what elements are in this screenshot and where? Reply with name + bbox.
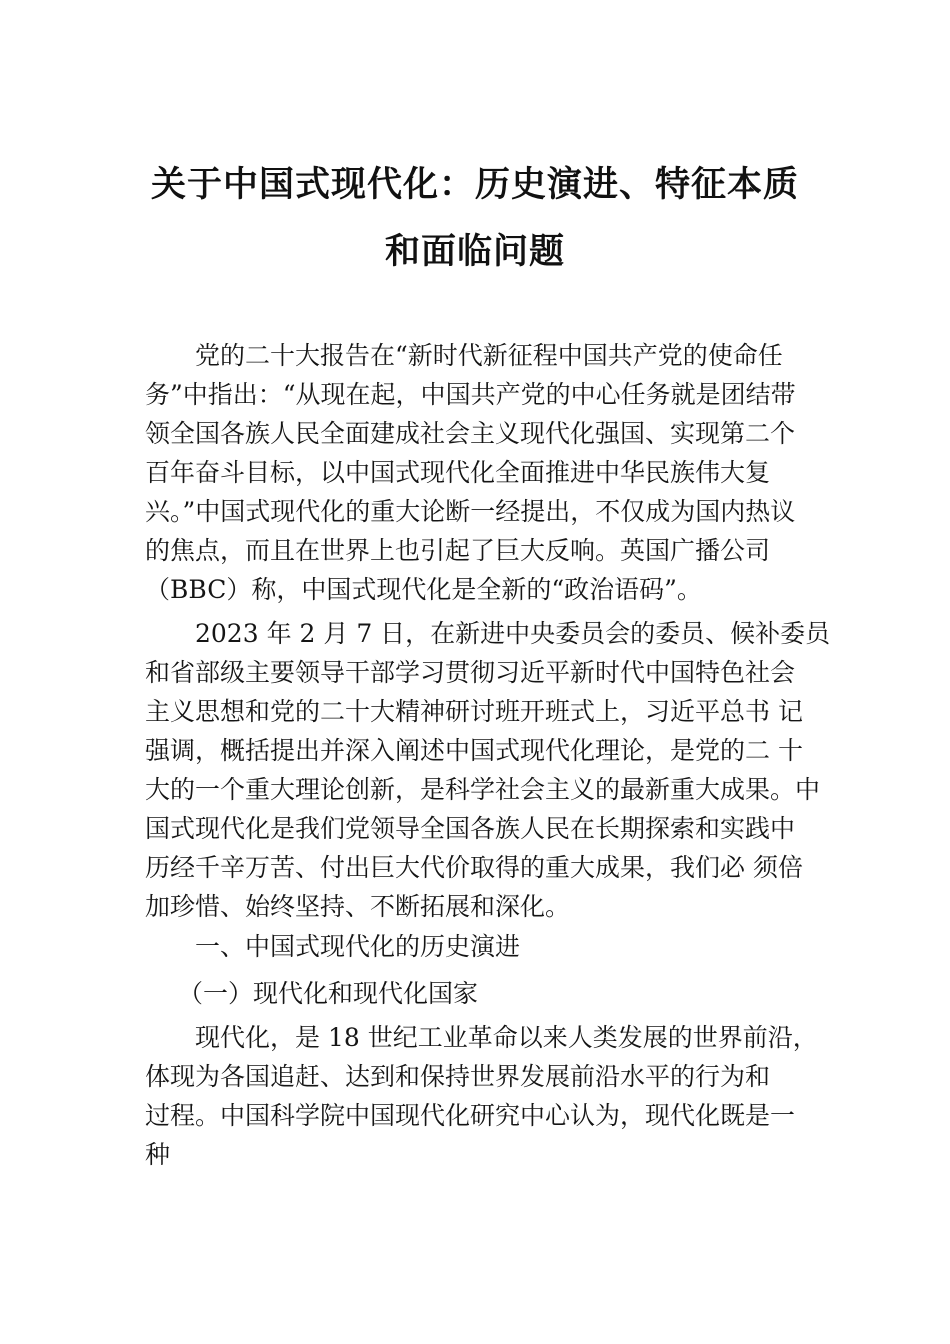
body-line: 体现为各国追赶、达到和保持世界发展前沿水平的行为和: [145, 1062, 771, 1091]
body-line: 领全国各族人民全面建成社会主义现代化强国、实现第二个: [145, 419, 796, 448]
body-line: 百年奋斗目标，以中国式现代化全面推进中华民族伟大复: [145, 458, 771, 487]
body-line: 兴。”中国式现代化的重大论断一经提出，不仅成为国内热议: [145, 497, 796, 526]
body-line: 务”中指出：“从现在起，中国共产党的中心任务就是团结带: [145, 380, 796, 409]
document-title-line-1: 关于中国式现代化：历史演进、特征本质: [150, 164, 799, 205]
document-title-line-2: 和面临问题: [384, 231, 565, 272]
body-line: 和省部级主要领导干部学习贯彻习近平新时代中国特色社会: [145, 658, 796, 687]
body-line: 大的一个重大理论创新，是科学社会主义的最新重大成果。中: [145, 775, 821, 804]
subsection-heading: （一）现代化和现代化国家: [145, 979, 478, 1008]
body-line: 的焦点，而且在世界上也引起了巨大反响。英国广播公司: [145, 536, 771, 565]
body-line: 历经千辛万苦、付出巨大代价取得的重大成果，我们必 须倍: [145, 853, 803, 882]
body-line: 现代化，是 18 世纪工业革命以来人类发展的世界前沿，: [145, 1023, 818, 1052]
body-line: 种: [145, 1140, 171, 1169]
body-line: 党的二十大报告在“新时代新征程中国共产党的使命任: [145, 341, 783, 370]
body-line: 过程。中国科学院中国现代化研究中心认为，现代化既是一: [145, 1101, 796, 1130]
body-line: 国式现代化是我们党领导全国各族人民在长期探索和实践中: [145, 814, 796, 843]
body-line: 2023 年 2 月 7 日，在新进中央委员会的委员、候补委员: [145, 619, 831, 648]
body-line: 加珍惜、始终坚持、不断拓展和深化。: [145, 892, 571, 921]
body-line: 强调，概括提出并深入阐述中国式现代化理论，是党的二 十: [145, 736, 803, 765]
section-heading: 一、中国式现代化的历史演进: [145, 932, 521, 961]
body-line: 主义思想和党的二十大精神研讨班开班式上，习近平总书 记: [145, 697, 803, 726]
body-line: （BBC）称，中国式现代化是全新的“政治语码”。: [145, 575, 702, 604]
